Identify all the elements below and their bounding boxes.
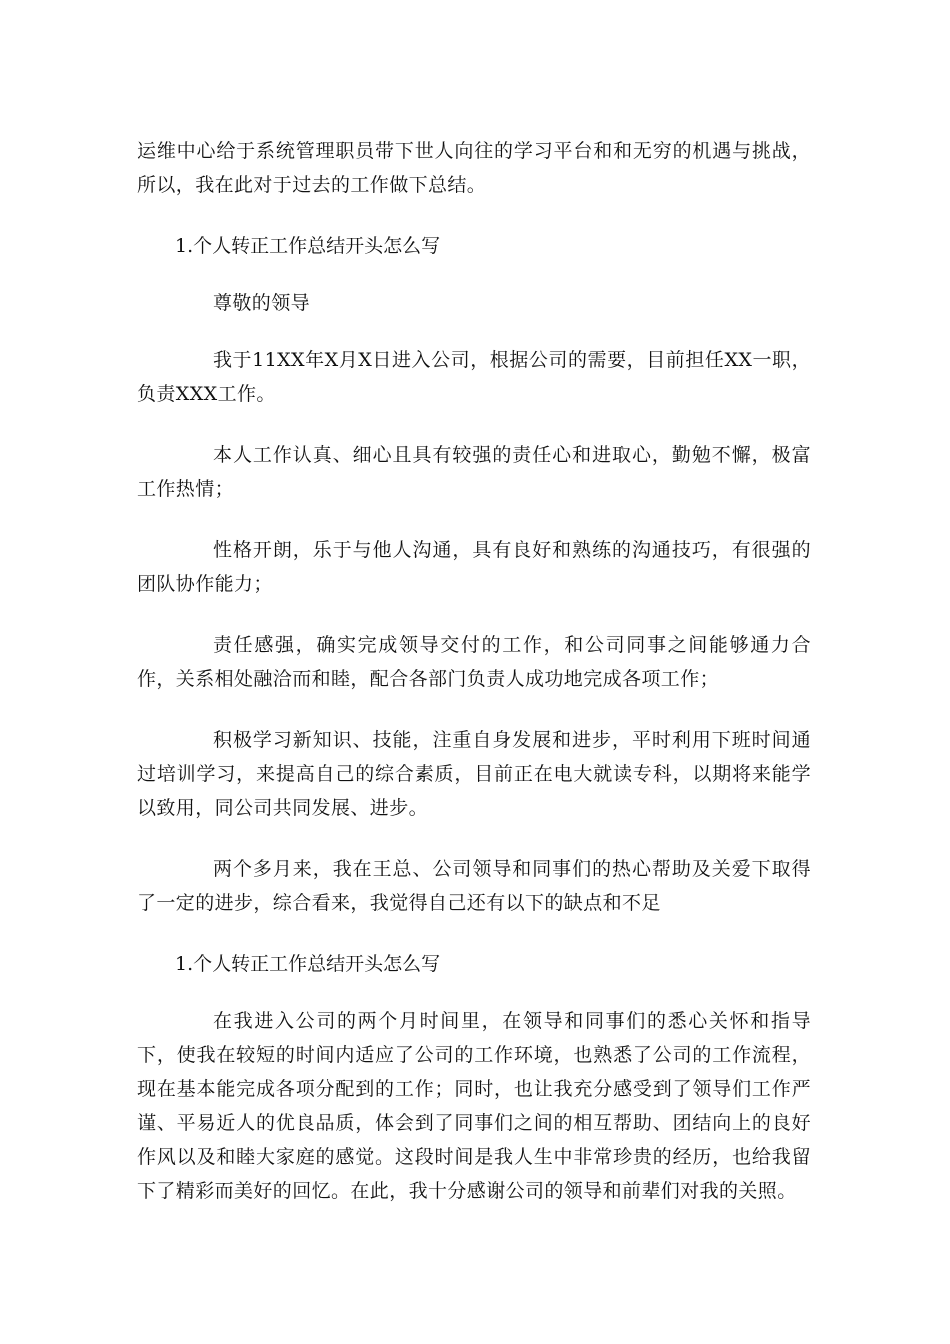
document-body <box>137 134 811 1208</box>
section-heading: 1.个人转正工作总结开头怎么写 <box>175 953 441 975</box>
paragraph: 积极学习新知识、技能，注重自身发展和进步，平时利用下班时间通过培训学习，来提高自己的综合素质，目前正在电大就读专科，以期将来能学以致用，同公司共同发展、进步。 <box>137 729 811 819</box>
paragraph: 责任感强，确实完成领导交付的工作，和公司同事之间能够通力合作，关系相处融洽而和睦，配合各部门负责人成功地完成各项工作； <box>137 634 811 690</box>
paragraph: 在我进入公司的两个月时间里，在领导和同事们的悉心关怀和指导下，使我在较短的时间内适应了公司的工作环境，也熟悉了公司的工作流程，现在基本能完成各项分配到的工作；同时，也让我充分感受到了领导们工作严谨、平易近人的优良品质，体会到了同事们之间的相互帮助、团结向上的良好作风以及和睦大家庭的感觉。这段时间是我人生中非常珍贵的经历，也给我留下了精彩而美好的回忆。在此，我十分感谢公司的领导和前辈们对我的关照。 <box>137 1010 811 1202</box>
paragraph: 本人工作认真、细心且具有较强的责任心和进取心，勤勉不懈，极富工作热情； <box>137 444 811 500</box>
paragraph: 两个多月来，我在王总、公司领导和同事们的热心帮助及关爱下取得了一定的进步，综合看来，我觉得自己还有以下的缺点和不足 <box>137 858 811 914</box>
intro-paragraph: 运维中心给于系统管理职员带下世人向往的学习平台和和无穷的机遇与挑战，所以，我在此对于过去的工作做下总结。 <box>137 140 811 196</box>
salutation: 尊敬的领导 <box>213 292 311 314</box>
paragraph: 性格开朗，乐于与他人沟通，具有良好和熟练的沟通技巧，有很强的团队协作能力； <box>137 539 811 595</box>
paragraph: 我于11XX年X月X日进入公司，根据公司的需要，目前担任XX一职，负责XXX工作。 <box>137 349 811 405</box>
section-heading: 1.个人转正工作总结开头怎么写 <box>175 235 441 257</box>
